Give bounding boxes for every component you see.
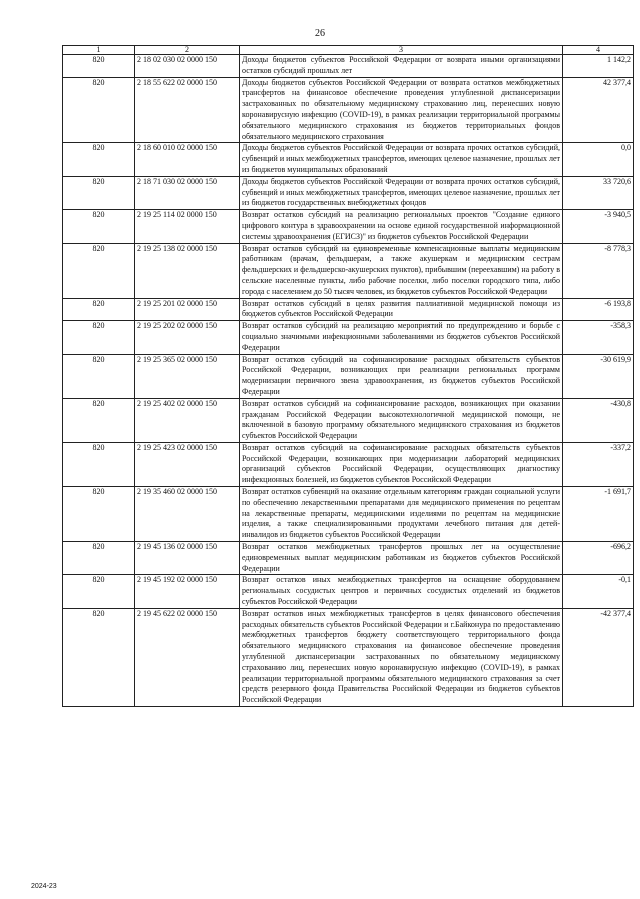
description-cell: Возврат остатков субсидий на реализацию мероприятий по предупреждению и борьбе с социально значимыми инфекционными заболеваниями из бюджетов субъектов Российской Федерации (240, 321, 563, 354)
budget-code-cell: 2 18 71 030 02 0000 150 (135, 176, 240, 209)
amount-cell: -8 778,3 (563, 243, 634, 298)
table-row (63, 398, 634, 442)
table-body (63, 55, 634, 707)
admin-code-cell: 820 (63, 575, 135, 608)
amount-cell: 42 377,4 (563, 77, 634, 143)
column-header-4: 4 (563, 46, 634, 55)
admin-code-cell: 820 (63, 608, 135, 706)
budget-code-cell: 2 18 02 030 02 0000 150 (135, 55, 240, 78)
amount-cell: -1 691,7 (563, 487, 634, 542)
table-row (63, 243, 634, 298)
amount-cell: -42 377,4 (563, 608, 634, 706)
table-row (63, 176, 634, 209)
column-header-2: 2 (135, 46, 240, 55)
budget-code-cell: 2 19 25 202 02 0000 150 (135, 321, 240, 354)
admin-code-cell: 820 (63, 442, 135, 486)
description-cell: Доходы бюджетов субъектов Российской Федерации от возврата остатков межбюджетных трансфертов на финансовое обеспечение проведения углубленной диспансеризации застрахованных по обязательному медицинскому страхованию лиц, перенесших новую коронавирусную инфекцию (COVID-19), в рамках реализации территориальной программы обязательного медицинского страхования из бюджетов территориальных фондов обязательного медицинского страхования (240, 77, 563, 143)
table-row (63, 298, 634, 321)
table-header-row (63, 46, 634, 55)
budget-code-cell: 2 19 45 192 02 0000 150 (135, 575, 240, 608)
amount-cell: -337,2 (563, 442, 634, 486)
amount-cell: -0,1 (563, 575, 634, 608)
admin-code-cell: 820 (63, 210, 135, 243)
description-cell: Возврат остатков иных межбюджетных трансфертов в целях финансового обеспечения расходных обязательств субъектов Российской Федерации и г.Байконура по предоставлению межбюджетных трансфертов бюджету соответствующего территориального фонда обязательного медицинского страхования на финансовое обеспечение проведения углубленной диспансеризации застрахованных по обязательному медицинскому страхованию лиц, перенесших новую коронавирусную инфекцию (COVID-19), в рамках реализации территориальной программы обязательного медицинского страхования за счет средств резервного фонда Правительства Российской Федерации из бюджетов субъектов Российской Федерации (240, 608, 563, 706)
admin-code-cell: 820 (63, 487, 135, 542)
amount-cell: 33 720,6 (563, 176, 634, 209)
table-row (63, 608, 634, 706)
table-row (63, 442, 634, 486)
column-header-3: 3 (240, 46, 563, 55)
document-footer-code: 2024-23 (31, 883, 57, 890)
amount-cell: -430,8 (563, 398, 634, 442)
admin-code-cell: 820 (63, 55, 135, 78)
table-row (63, 354, 634, 398)
table-row (63, 210, 634, 243)
description-cell: Возврат остатков субсидий на реализацию региональных проектов "Создание единого цифрового контура в здравоохранении на основе единой государственной информационной системы здравоохранения (ЕГИСЗ)" из бюджетов субъектов Российской Федерации (240, 210, 563, 243)
budget-table (62, 45, 634, 707)
table-row (63, 77, 634, 143)
budget-code-cell: 2 18 60 010 02 0000 150 (135, 143, 240, 176)
amount-cell: -696,2 (563, 542, 634, 575)
description-cell: Возврат остатков субсидий в целях развития паллиативной медицинской помощи из бюджетов субъектов Российской Федерации (240, 298, 563, 321)
budget-code-cell: 2 19 25 365 02 0000 150 (135, 354, 240, 398)
budget-code-cell: 2 19 45 136 02 0000 150 (135, 542, 240, 575)
budget-code-cell: 2 19 25 201 02 0000 150 (135, 298, 240, 321)
admin-code-cell: 820 (63, 321, 135, 354)
table-row (63, 542, 634, 575)
page-number: 26 (315, 28, 325, 39)
budget-code-cell: 2 19 35 460 02 0000 150 (135, 487, 240, 542)
description-cell: Доходы бюджетов субъектов Российской Федерации от возврата прочих остатков субсидий, субвенций и иных межбюджетных трансфертов, имеющих целевое назначение, прошлых лет из бюджетов муниципальных образований (240, 143, 563, 176)
amount-cell: 1 142,2 (563, 55, 634, 78)
budget-code-cell: 2 19 25 423 02 0000 150 (135, 442, 240, 486)
admin-code-cell: 820 (63, 542, 135, 575)
admin-code-cell: 820 (63, 77, 135, 143)
description-cell: Возврат остатков субсидий на софинансирование расходных обязательств субъектов Российской Федерации, возникающих при модернизации лабораторий медицинских организаций субъектов Российской Федерации, осуществляющих диагностику инфекционных болезней, из бюджетов субъектов Российской Федерации (240, 442, 563, 486)
description-cell: Возврат остатков межбюджетных трансфертов прошлых лет на осуществление единовременных выплат медицинским работникам из бюджетов субъектов Российской Федерации (240, 542, 563, 575)
budget-code-cell: 2 19 25 402 02 0000 150 (135, 398, 240, 442)
amount-cell: -6 193,8 (563, 298, 634, 321)
description-cell: Возврат остатков субсидий на софинансирование расходов, возникающих при оказании гражданам Российской Федерации высокотехнологичной медицинской помощи, не включенной в базовую программу обязательного медицинского страхования из бюджетов субъектов Российской Федерации (240, 398, 563, 442)
table-row (63, 575, 634, 608)
budget-code-cell: 2 18 55 622 02 0000 150 (135, 77, 240, 143)
description-cell: Возврат остатков субсидий на софинансирование расходных обязательств субъектов Российской Федерации, возникающих при реализации региональных программ модернизации первичного звена здравоохранения, из бюджетов субъектов Российской Федерации (240, 354, 563, 398)
description-cell: Возврат остатков субвенций на оказание отдельным категориям граждан социальной услуги по обеспечению лекарственными препаратами для медицинского применения по рецептам на лекарственные препараты, медицинскими изделиями по рецептам на медицинские изделия, а также специализированными продуктами лечебного питания для детей-инвалидов из бюджетов субъектов Российской Федерации (240, 487, 563, 542)
column-header-1: 1 (63, 46, 135, 55)
admin-code-cell: 820 (63, 398, 135, 442)
admin-code-cell: 820 (63, 176, 135, 209)
description-cell: Возврат остатков субсидий на единовременные компенсационные выплаты медицинским работникам (врачам, фельдшерам, а также акушеркам и медицинским сестрам фельдшерских и фельдшерско-акушерских пунктов), прибывшим (переехавшим) на работу в сельские населенные пункты, либо рабочие поселки, либо поселки городского типа, либо города с населением до 50 тысяч человек, из бюджетов субъектов Российской Федерации (240, 243, 563, 298)
amount-cell: 0,0 (563, 143, 634, 176)
table-row (63, 55, 634, 78)
admin-code-cell: 820 (63, 143, 135, 176)
admin-code-cell: 820 (63, 354, 135, 398)
admin-code-cell: 820 (63, 243, 135, 298)
budget-code-cell: 2 19 25 138 02 0000 150 (135, 243, 240, 298)
amount-cell: -3 940,5 (563, 210, 634, 243)
table-row (63, 487, 634, 542)
table-row (63, 321, 634, 354)
admin-code-cell: 820 (63, 298, 135, 321)
budget-code-cell: 2 19 25 114 02 0000 150 (135, 210, 240, 243)
description-cell: Доходы бюджетов субъектов Российской Федерации от возврата иными организациями остатков субсидий прошлых лет (240, 55, 563, 78)
amount-cell: -358,3 (563, 321, 634, 354)
description-cell: Доходы бюджетов субъектов Российской Федерации от возврата прочих остатков субсидий, субвенций и иных межбюджетных трансфертов, имеющих целевое назначение, прошлых лет из бюджетов государственных внебюджетных фондов (240, 176, 563, 209)
amount-cell: -30 619,9 (563, 354, 634, 398)
description-cell: Возврат остатков иных межбюджетных трансфертов на оснащение оборудованием региональных сосудистых центров и первичных сосудистых отделений из бюджетов субъектов Российской Федерации (240, 575, 563, 608)
table-row (63, 143, 634, 176)
budget-code-cell: 2 19 45 622 02 0000 150 (135, 608, 240, 706)
